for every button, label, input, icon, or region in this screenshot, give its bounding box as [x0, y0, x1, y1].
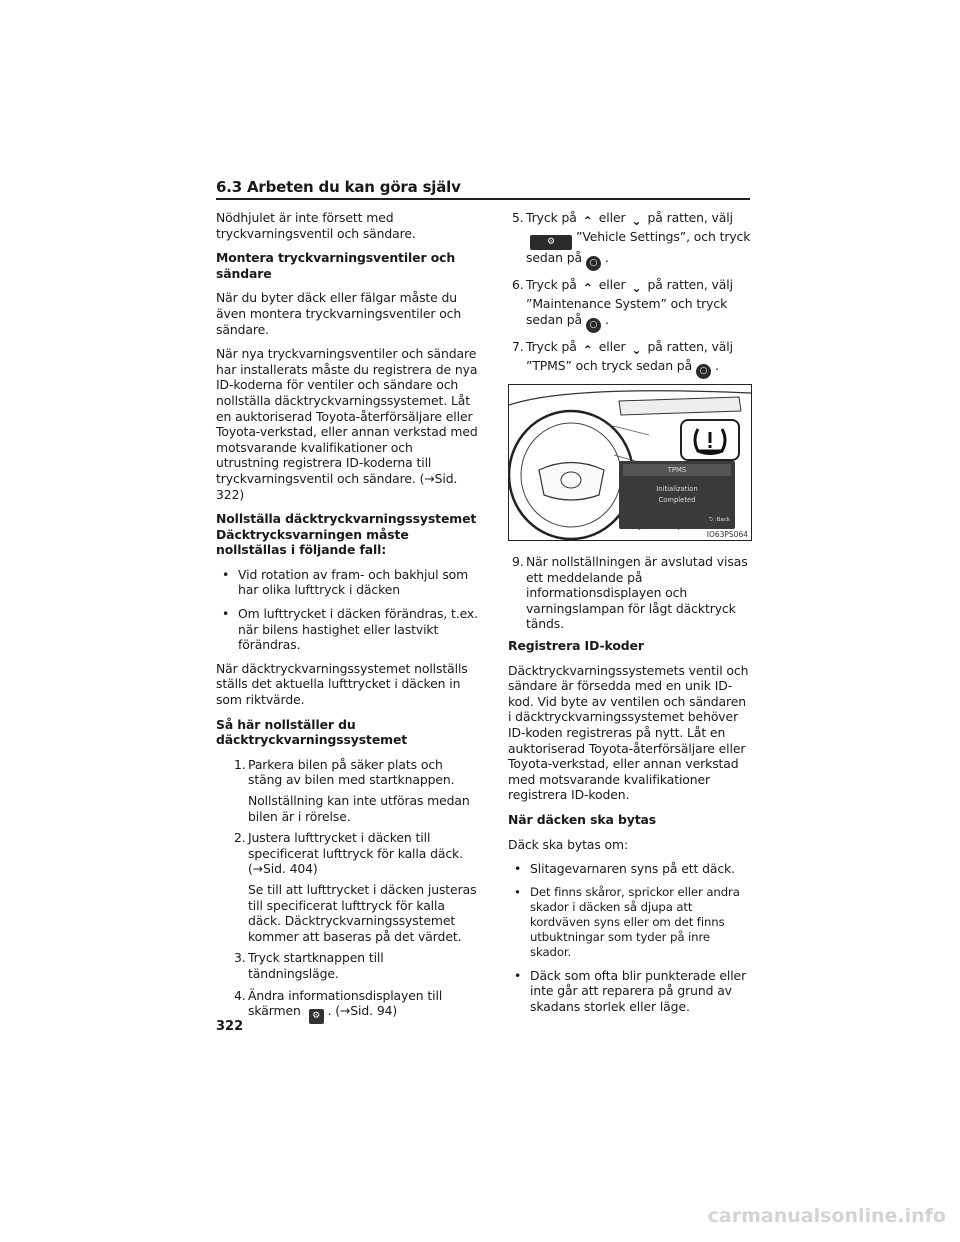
list-item: • Vid rotation av fram- och bakhjul som har olika lufttryck i däcken	[216, 567, 478, 598]
step-number: 3.	[234, 950, 246, 966]
step-text: eller	[598, 338, 626, 354]
back-text: Back	[716, 517, 730, 523]
step-text: Justera lufttrycket i däcken till specificerat lufttryck för kalla däck. (→Sid. 404)	[248, 830, 463, 877]
step-7	[508, 339, 752, 379]
tpms-status-line1: Initialization	[656, 485, 698, 493]
chevron-up-icon: ⌃	[581, 281, 595, 296]
page-number: 322	[216, 1019, 244, 1034]
step-9	[508, 554, 752, 632]
step-number: 9.	[512, 554, 524, 569]
step-number: 6.	[512, 277, 524, 292]
paragraph-tire-change: Däck ska bytas om:	[508, 836, 629, 852]
right-column	[508, 210, 752, 412]
step-note: Se till att lufttrycket i däcken justeras till specificerat lufttryck för kalla däck. Däcktryckvarningssystemet kommer att baseras på det värdet.	[248, 881, 477, 944]
step-text: .	[715, 357, 719, 373]
paragraph-install: När du byter däck eller fälgar måste du även montera tryckvarningsventiler och sändare.	[216, 290, 462, 337]
step-4	[216, 988, 478, 1025]
dashboard-illustration	[508, 384, 752, 541]
step-text: eller	[598, 277, 626, 292]
section-title: 6.3 Arbeten du kan göra själv	[216, 178, 461, 196]
heading-register-id: Registrera ID-koder	[508, 637, 644, 653]
step-text: på ratten, välj ”Maintenance System” och tryck sedan på	[526, 277, 733, 327]
step-text: Tryck på	[526, 338, 577, 354]
chevron-up-icon: ⌃	[581, 214, 595, 229]
heading-tire-change: När däcken ska bytas	[508, 811, 657, 827]
tpms-back-label: ⮌ :Back	[708, 517, 730, 523]
step-text: När nollställningen är avslutad visas ett meddelande på informationsdisplayen och varningslampan för lågt däcktryck tänds.	[526, 554, 748, 632]
step-text: ”Vehicle Settings”, och tryck sedan på	[526, 229, 751, 265]
tire-pressure-warning-icon	[680, 419, 740, 461]
ok-button-icon: ○	[586, 318, 601, 333]
left-column	[216, 210, 478, 1030]
step-1	[216, 757, 478, 788]
step-6	[508, 277, 752, 333]
display-settings-icon: ⚙	[309, 1009, 324, 1024]
watermark: carmanualsonline.info	[707, 1205, 946, 1227]
tpms-display-panel	[619, 461, 735, 529]
step-text: Tryck på	[526, 210, 577, 225]
step-2	[216, 830, 478, 877]
step-text: .	[605, 250, 609, 265]
heading-install-sensors: Montera tryckvarningsventiler och sändare	[216, 250, 456, 281]
step-text: Parkera bilen på säker plats och stäng av bilen med startknappen.	[248, 756, 455, 788]
ok-button-icon: ○	[696, 364, 711, 379]
heading-how-to-reset: Så här nollställer du däcktryckvarningssystemet	[216, 716, 408, 748]
step-text: eller	[598, 210, 626, 225]
tpms-title: TPMS	[623, 464, 731, 476]
step-note: Nollställning kan inte utföras medan bilen är i rörelse.	[248, 793, 470, 824]
step-text: på ratten, välj	[647, 210, 733, 225]
header-divider	[216, 198, 750, 200]
paragraph-reset-info: När däcktryckvarningssystemet nollställs ställs det aktuella lufttrycket i däcken in som riktvärde.	[216, 660, 468, 708]
chevron-up-icon: ⌃	[581, 343, 595, 358]
step-text: .	[605, 311, 609, 327]
step-number: 4.	[234, 987, 246, 1003]
figure-id: IO63PS064	[706, 530, 748, 539]
step-text: Tryck startknappen till tändningsläge.	[248, 950, 384, 981]
right-column-lower	[508, 554, 752, 1022]
list-item: • Om lufttrycket i däcken förändras, t.ex. när bilens hastighet eller lastvikt förändras.	[216, 606, 478, 653]
list-item: • Däck som ofta blir punkterade eller inte går att reparera på grund av skadans storlek eller läge.	[508, 968, 752, 1015]
step-5	[508, 210, 752, 271]
step-text-end: . (→Sid. 94)	[327, 1003, 398, 1019]
step-number: 5.	[512, 210, 524, 225]
intro-paragraph: Nödhjulet är inte försett med tryckvarningsventil och sändare.	[216, 210, 416, 241]
list-item: • Slitagevarnaren syns på ett däck.	[508, 861, 752, 877]
step-number: 1.	[234, 756, 246, 772]
step-number: 2.	[234, 830, 246, 846]
list-item: • Det finns skåror, sprickor eller andra skador i däcken så djupa att kordväven syns eller om det finns utbuktningar som tyder på inre skador.	[508, 885, 752, 960]
paragraph-register-id: Däcktryckvarningssystemets ventil och sändare är försedda med en unik ID-kod. Vid byte av ventilen och sändaren i däcktryckvarningssystemet behöver ID-koden registreras på nytt. Låt en auktoriserad Toyota-återförsäljare eller Toyota-verkstad, eller annan verkstad med motsvarande kvalifikationer registrera ID-koden.	[508, 662, 749, 803]
step-text: Ändra informationsdisplayen till skärmen	[248, 987, 443, 1019]
settings-car-icon: ⚙	[530, 235, 572, 250]
heading-reset-system: Nollställa däcktryckvarningssystemet Däcktrycksvarningen måste nollställas i följande fall:	[216, 511, 477, 558]
step-3	[216, 950, 478, 981]
chevron-down-icon: ⌄	[630, 281, 644, 296]
paragraph-register: När nya tryckvarningsventiler och sändare har installerats måste du registrera de nya ID-koderna för ventiler och sändare och nollställa däcktryckvarningssystemet. Låt en auktoriserad Toyota-återförsäljare eller Toyota-verkstad, eller annan verkstad med motsvarande kvalifikationer och utrustning registrera ID-koderna till tryckvarningsventil och sändare. (→Sid. 322)	[216, 346, 478, 502]
chevron-down-icon: ⌄	[630, 214, 644, 229]
step-number: 7.	[512, 338, 524, 354]
step-text: på ratten, välj ”TPMS” och tryck sedan på	[526, 338, 733, 373]
chevron-down-icon: ⌄	[630, 343, 644, 358]
step-text: Tryck på	[526, 277, 577, 292]
ok-button-icon: ○	[586, 256, 601, 271]
tpms-status-line2: Completed	[658, 496, 696, 504]
